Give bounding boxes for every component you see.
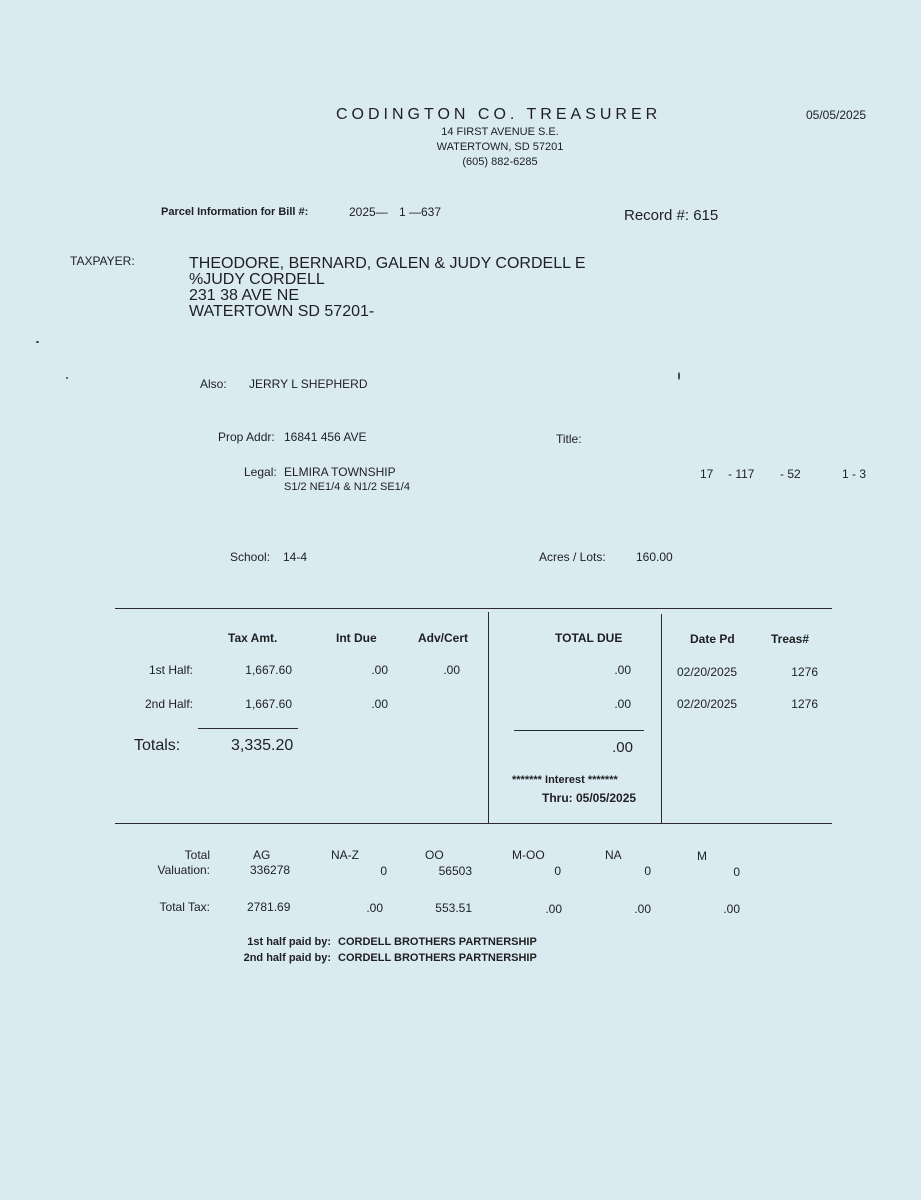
scan-speck	[66, 377, 68, 379]
interest-line: ******* Interest *******	[512, 774, 618, 786]
valuation-col-oo-value: 56503	[438, 864, 472, 878]
row-2-total-due: .00	[614, 697, 631, 711]
row-1-adv-cert: .00	[443, 663, 460, 677]
valuation-col-m-name: M	[697, 849, 707, 863]
row-1-label: 1st Half:	[148, 663, 193, 677]
valuation-col-naz-name: NA-Z	[331, 848, 359, 862]
school-value: 14-4	[283, 550, 308, 564]
first-half-paid-value: CORDELL BROTHERS PARTNERSHIP	[338, 936, 537, 948]
valuation-col-moo-tax: .00	[545, 902, 562, 916]
valuation-col-oo-name: OO	[425, 848, 444, 862]
valuation-col-naz-tax: .00	[366, 901, 383, 915]
valuation-col-na-name: NA	[605, 848, 622, 862]
interest-thru: Thru: 05/05/2025	[542, 791, 637, 805]
total-tax-label: Total Tax:	[159, 900, 210, 914]
statement-date: 05/05/2025	[806, 108, 867, 122]
record-label: Record #:	[624, 207, 690, 224]
acres-label: Acres / Lots:	[539, 550, 606, 564]
office-address-1: 14 FIRST AVENUE S.E.	[441, 126, 559, 138]
parcel-label: Parcel Information for Bill #:	[161, 206, 309, 218]
header-tax-amt: Tax Amt.	[228, 631, 278, 645]
table-divider-1	[488, 612, 489, 823]
valuation-col-na-value: 0	[644, 864, 651, 878]
also-value: JERRY L SHEPHERD	[249, 377, 368, 391]
second-half-paid-value: CORDELL BROTHERS PARTNERSHIP	[338, 952, 537, 964]
table-bottom-rule	[115, 823, 832, 824]
office-title: CODINGTON CO. TREASURER	[336, 106, 662, 123]
valuation-label-line-1: Total	[184, 848, 210, 862]
valuation-col-ag-tax: 2781.69	[247, 900, 291, 914]
totals-tax-amt: 3,335.20	[231, 737, 294, 754]
valuation-col-ag-value: 336278	[250, 863, 291, 877]
valuation-col-moo-name: M-OO	[512, 848, 545, 862]
totals-due: .00	[612, 739, 633, 756]
bill-year: 2025—	[349, 205, 388, 219]
scan-speck	[36, 341, 39, 343]
taxpayer-name: THEODORE, BERNARD, GALEN & JUDY CORDELL E	[189, 255, 586, 272]
school-label: School:	[230, 550, 271, 564]
prop-addr-value: 16841 456 AVE	[284, 430, 367, 444]
header-total-due: TOTAL DUE	[555, 631, 623, 645]
office-phone: (605) 882-6285	[462, 156, 538, 168]
row-2-treas: 1276	[791, 697, 818, 711]
office-address-2: WATERTOWN, SD 57201	[436, 141, 564, 153]
header-int-due: Int Due	[336, 631, 377, 645]
legal-line-2: S1/2 NE1/4 & N1/2 SE1/4	[284, 481, 410, 493]
first-half-paid-label: 1st half paid by:	[247, 936, 331, 948]
taxpayer-address-block	[189, 256, 586, 320]
row-2-date-pd: 02/20/2025	[677, 697, 738, 711]
taxpayer-city: WATERTOWN SD 57201-	[189, 303, 375, 320]
valuation-col-naz-value: 0	[380, 864, 387, 878]
legal-section: 17	[700, 467, 714, 481]
header-adv-cert: Adv/Cert	[418, 631, 469, 645]
totals-label: Totals:	[134, 737, 181, 754]
legal-range: - 52	[780, 467, 801, 481]
legal-label: Legal:	[244, 465, 277, 479]
bill-number: 1 —637	[399, 205, 442, 219]
record-number	[624, 207, 718, 224]
table-divider-2	[661, 614, 662, 823]
valuation-col-m-tax: .00	[723, 902, 740, 916]
acres-value: 160.00	[636, 550, 673, 564]
table-top-rule	[115, 608, 832, 609]
legal-line-1: ELMIRA TOWNSHIP	[284, 465, 396, 479]
legal-township: - 117	[728, 467, 755, 481]
taxpayer-care-of: %JUDY CORDELL	[189, 271, 325, 288]
legal-lot: 1 - 3	[842, 467, 867, 481]
valuation-col-oo-tax: 553.51	[435, 901, 472, 915]
row-1-treas: 1276	[791, 665, 818, 679]
row-1-total-due: .00	[614, 663, 631, 677]
scan-speck	[678, 372, 680, 380]
totals-due-rule	[514, 730, 644, 731]
totals-tax-rule	[198, 728, 298, 729]
row-1-tax-amt: 1,667.60	[245, 663, 292, 677]
row-2-int-due: .00	[371, 697, 388, 711]
prop-addr-label: Prop Addr:	[218, 430, 275, 444]
also-label: Also:	[200, 377, 227, 391]
valuation-label-line-2: Valuation:	[157, 863, 210, 877]
valuation-col-ag-name: AG	[253, 848, 271, 862]
header-treas: Treas#	[771, 632, 810, 646]
valuation-col-moo-value: 0	[554, 864, 561, 878]
record-value: 615	[693, 207, 719, 224]
row-2-label: 2nd Half:	[144, 697, 193, 711]
valuation-col-na-tax: .00	[634, 902, 651, 916]
row-2-tax-amt: 1,667.60	[245, 697, 292, 711]
valuation-col-m-value: 0	[733, 865, 740, 879]
row-1-date-pd: 02/20/2025	[677, 665, 738, 679]
row-1-int-due: .00	[371, 663, 388, 677]
taxpayer-street: 231 38 AVE NE	[189, 287, 299, 304]
taxpayer-label: TAXPAYER:	[70, 254, 135, 268]
second-half-paid-label: 2nd half paid by:	[243, 952, 331, 964]
title-label: Title:	[556, 432, 582, 446]
header-date-pd: Date Pd	[690, 632, 735, 646]
